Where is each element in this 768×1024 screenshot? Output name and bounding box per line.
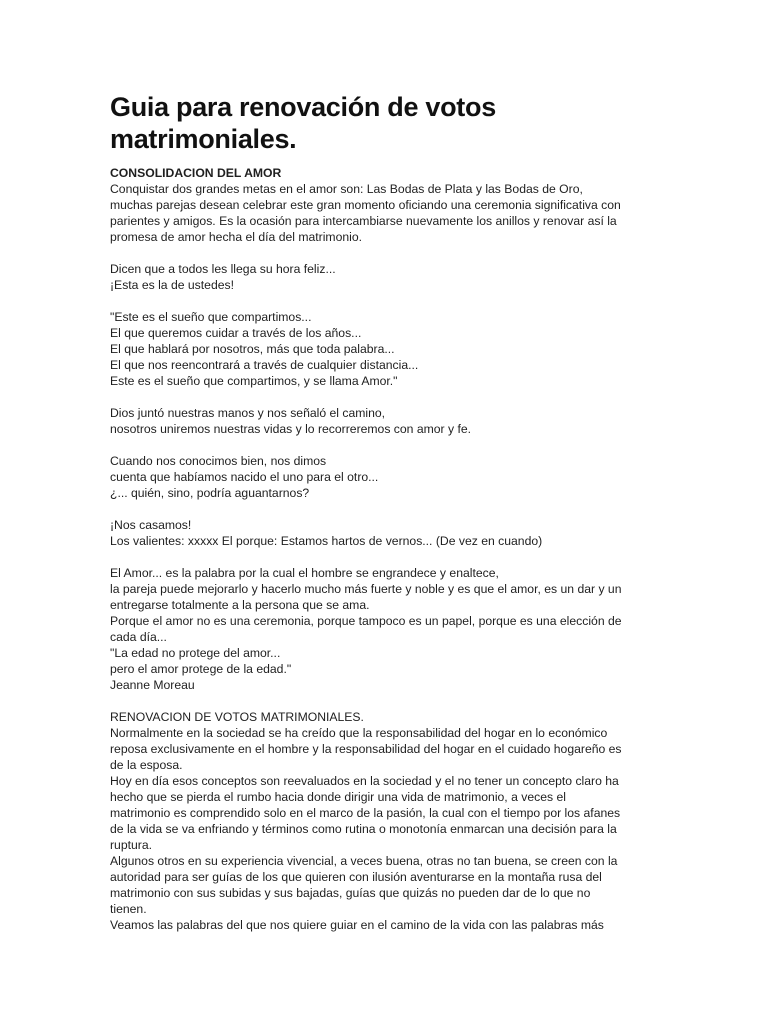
text-line: parientes y amigos. Es la ocasión para intercambiarse nuevamente los anillos y renovar así la xyxy=(110,214,617,228)
text-line: cada día... xyxy=(110,630,167,644)
text-line: RENOVACION DE VOTOS MATRIMONIALES. xyxy=(110,710,364,724)
text-line: de la vida se va enfriando y términos como rutina o monotonía enmarcan una decisión para la xyxy=(110,822,617,836)
text-line: ruptura. xyxy=(110,838,153,852)
paragraph-spacer xyxy=(110,501,650,517)
paragraph-spacer xyxy=(110,693,650,709)
text-line: El que hablará por nosotros, más que toda palabra... xyxy=(110,342,395,356)
paragraph-spacer xyxy=(110,389,650,405)
text-line: reposa exclusivamente en el hombre y la responsabilidad del hogar en el cuidado hogareño es xyxy=(110,742,622,756)
paragraph xyxy=(110,517,650,549)
paragraph xyxy=(110,405,650,437)
text-line: ¡Esta es la de ustedes! xyxy=(110,278,234,292)
text-line: nosotros uniremos nuestras vidas y lo recorreremos con amor y fe. xyxy=(110,422,472,436)
text-line: El que queremos cuidar a través de los años... xyxy=(110,326,362,340)
text-line: cuenta que habíamos nacido el uno para el otro... xyxy=(110,470,379,484)
text-line: ¿... quién, sino, podría aguantarnos? xyxy=(110,486,310,500)
text-line: "Este es el sueño que compartimos... xyxy=(110,310,312,324)
paragraph xyxy=(110,565,650,693)
section-heading: CONSOLIDACION DEL AMOR xyxy=(110,166,282,180)
paragraph xyxy=(110,453,650,501)
text-line: Porque el amor no es una ceremonia, porque tampoco es un papel, porque es una elección de xyxy=(110,614,622,628)
text-line: entregarse totalmente a la persona que se ama. xyxy=(110,598,370,612)
text-line: de la esposa. xyxy=(110,758,183,772)
text-line: El que nos reencontrará a través de cualquier distancia... xyxy=(110,358,419,372)
paragraph-spacer xyxy=(110,549,650,565)
text-line: Conquistar dos grandes metas en el amor son: Las Bodas de Plata y las Bodas de Oro, xyxy=(110,182,583,196)
paragraph-spacer xyxy=(110,437,650,453)
text-line: ¡Nos casamos! xyxy=(110,518,192,532)
text-line: Veamos las palabras del que nos quiere guiar en el camino de la vida con las palabras más xyxy=(110,918,604,932)
document-content xyxy=(110,91,650,933)
paragraph-spacer xyxy=(110,293,650,309)
text-line: Normalmente en la sociedad se ha creído que la responsabilidad del hogar en lo económico xyxy=(110,726,608,740)
text-line: promesa de amor hecha el día del matrimonio. xyxy=(110,230,363,244)
text-line: Este es el sueño que compartimos, y se llama Amor." xyxy=(110,374,398,388)
text-line: la pareja puede mejorarlo y hacerlo mucho más fuerte y noble y es que el amor, es un dar y un xyxy=(110,582,622,596)
text-line: pero el amor protege de la edad." xyxy=(110,662,292,676)
text-line: matrimonio con sus subidas y sus bajadas, guías que quizás no pueden dar de lo que no xyxy=(110,886,591,900)
text-line: Hoy en día esos conceptos son reevaluados en la sociedad y el no tener un concepto claro ha xyxy=(110,774,619,788)
paragraph xyxy=(110,709,650,933)
text-line: Los valientes: xxxxx El porque: Estamos hartos de vernos... (De vez en cuando) xyxy=(110,534,543,548)
title-line: matrimoniales. xyxy=(110,124,297,154)
text-line: El Amor... es la palabra por la cual el hombre se engrandece y enaltece, xyxy=(110,566,499,580)
text-line: hecho que se pierda el rumbo hacia donde dirigir una vida de matrimonio, a veces el xyxy=(110,790,566,804)
text-line: autoridad para ser guías de los que quieren con ilusión aventurarse en la montaña rusa del xyxy=(110,870,602,884)
text-line: muchas parejas desean celebrar este gran momento oficiando una ceremonia significativa con xyxy=(110,198,621,212)
text-line: matrimonio es comprendido solo en el marco de la pasión, la cual con el tiempo por los afanes xyxy=(110,806,621,820)
text-line: tienen. xyxy=(110,902,147,916)
text-line: Cuando nos conocimos bien, nos dimos xyxy=(110,454,327,468)
text-line: Dicen que a todos les llega su hora feliz... xyxy=(110,262,336,276)
paragraph xyxy=(110,165,650,245)
text-line: "La edad no protege del amor... xyxy=(110,646,281,660)
paragraph xyxy=(110,261,650,293)
document-body xyxy=(110,165,650,933)
paragraph-spacer xyxy=(110,245,650,261)
paragraph xyxy=(110,309,650,389)
title-line: Guia para renovación de votos xyxy=(110,92,496,122)
text-line: Dios juntó nuestras manos y nos señaló el camino, xyxy=(110,406,386,420)
text-line: Algunos otros en su experiencia vivencial, a veces buena, otras no tan buena, se creen con la xyxy=(110,854,618,868)
document-title xyxy=(110,91,650,155)
text-line: Jeanne Moreau xyxy=(110,678,195,692)
